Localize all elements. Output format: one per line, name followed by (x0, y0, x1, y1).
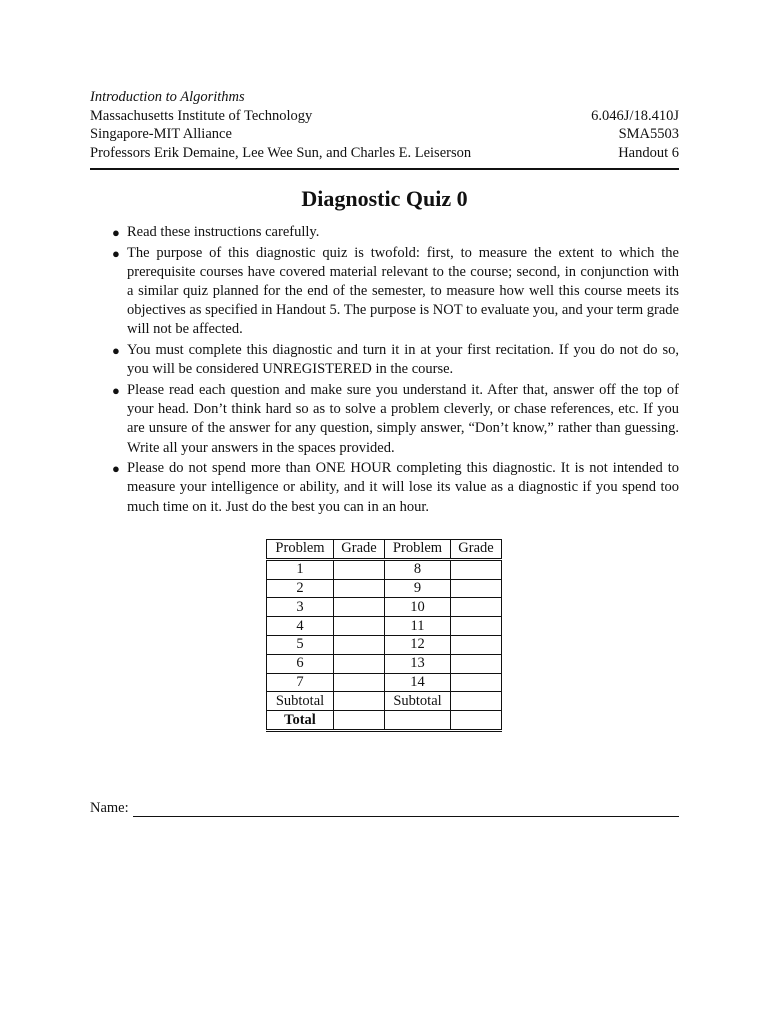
grade-cell (334, 711, 385, 731)
table-row (267, 579, 502, 598)
problem-number: 14 (385, 673, 451, 692)
grade-cell (334, 673, 385, 692)
table-row (267, 635, 502, 654)
grade-cell (451, 711, 502, 731)
grade-cell (451, 559, 502, 579)
alliance-name: Singapore-MIT Alliance (90, 126, 232, 143)
header-divider (90, 168, 679, 170)
name-underline (133, 802, 679, 817)
problem-number: 12 (385, 635, 451, 654)
problem-number: 2 (267, 579, 334, 598)
course-title: Introduction to Algorithms (90, 89, 245, 105)
header-course-row (90, 88, 679, 107)
problem-number: 1 (267, 559, 334, 579)
bullet-icon: ● (112, 245, 120, 261)
instruction-item: ● Please do not spend more than ONE HOUR completing this diagnostic. It is not intended to measure your intelligence or ability, and it will lose its value as a diagnostic if you spend too much time on it. Just do the best you can in an hour. (112, 460, 679, 515)
name-label: Name: (90, 800, 129, 816)
table-row (267, 673, 502, 692)
grade-cell (334, 559, 385, 579)
institution-name: Massachusetts Institute of Technology (90, 107, 313, 124)
grade-cell (451, 673, 502, 692)
page-title: Diagnostic Quiz 0 (301, 185, 468, 211)
problem-number: 11 (385, 617, 451, 636)
instruction-item: ● Read these instructions carefully. (90, 223, 679, 242)
instruction-item: ● Please read each question and make sure you understand it. After that, answer off the top of your head. Don’t think hard so as to solve a problem cleverly, or chase references, etc. If you are unsure of the answer for any question, simply answer, “Don’t know,” rather than guessing. Write all your answers in the spaces provided. (112, 381, 679, 456)
grade-cell (334, 617, 385, 636)
subtotal-row (267, 692, 502, 711)
grade-cell (334, 692, 385, 711)
sma-code: SMA5503 (618, 126, 679, 143)
grade-cell (451, 598, 502, 617)
total-row (267, 711, 502, 731)
bullet-icon: ● (112, 461, 120, 477)
subtotal-label: Subtotal (385, 692, 451, 711)
grade-cell (334, 635, 385, 654)
empty-cell (385, 711, 451, 731)
problem-number: 5 (267, 635, 334, 654)
problem-number: 6 (267, 654, 334, 673)
course-number: 6.046J/18.410J (591, 107, 679, 124)
header-grade: Grade (334, 540, 385, 560)
problem-number: 7 (267, 673, 334, 692)
table-row (267, 559, 502, 579)
header-row-institution (90, 107, 679, 126)
problem-number: 9 (385, 579, 451, 598)
grade-cell (334, 654, 385, 673)
problem-number: 3 (267, 598, 334, 617)
handout-number: Handout 6 (618, 145, 679, 162)
grade-table (266, 539, 502, 732)
instruction-item: ● You must complete this diagnostic and turn it in at your first recitation. If you do not do so, you will be considered UNREGISTERED in the course. (112, 342, 679, 378)
grade-cell (451, 654, 502, 673)
subtotal-label: Subtotal (267, 692, 334, 711)
instructions-list (90, 223, 679, 517)
grade-cell (451, 692, 502, 711)
grade-table-header-row (267, 540, 502, 560)
grade-cell (451, 579, 502, 598)
bullet-icon: ● (112, 382, 120, 398)
grade-cell (451, 635, 502, 654)
header-row-professors (90, 144, 679, 163)
table-row (267, 598, 502, 617)
problem-number: 13 (385, 654, 451, 673)
bullet-icon: ● (112, 224, 120, 240)
header-problem: Problem (385, 540, 451, 560)
bullet-icon: ● (112, 343, 120, 359)
table-row (267, 654, 502, 673)
name-field-row (90, 800, 679, 817)
problem-number: 10 (385, 598, 451, 617)
professors-line: Professors Erik Demaine, Lee Wee Sun, and Charles E. Leiserson (90, 145, 472, 162)
table-row (267, 617, 502, 636)
problem-number: 4 (267, 617, 334, 636)
header-problem: Problem (267, 540, 334, 560)
problem-number: 8 (385, 559, 451, 579)
grade-cell (334, 598, 385, 617)
grade-cell (451, 617, 502, 636)
header-row-alliance (90, 125, 679, 144)
grade-cell (334, 579, 385, 598)
document-page (90, 88, 679, 518)
total-label: Total (267, 711, 334, 731)
instruction-item: ● The purpose of this diagnostic quiz is twofold: first, to measure the extent to which the prerequisite courses have covered material relevant to the course; second, in conjunction with a similar quiz planned for the end of the semester, to measure how well this course meets its objectives as specified in Handout 5. The purpose is NOT to evaluate you, and your term grade will not be affected. (112, 244, 679, 338)
header-grade: Grade (451, 540, 502, 560)
